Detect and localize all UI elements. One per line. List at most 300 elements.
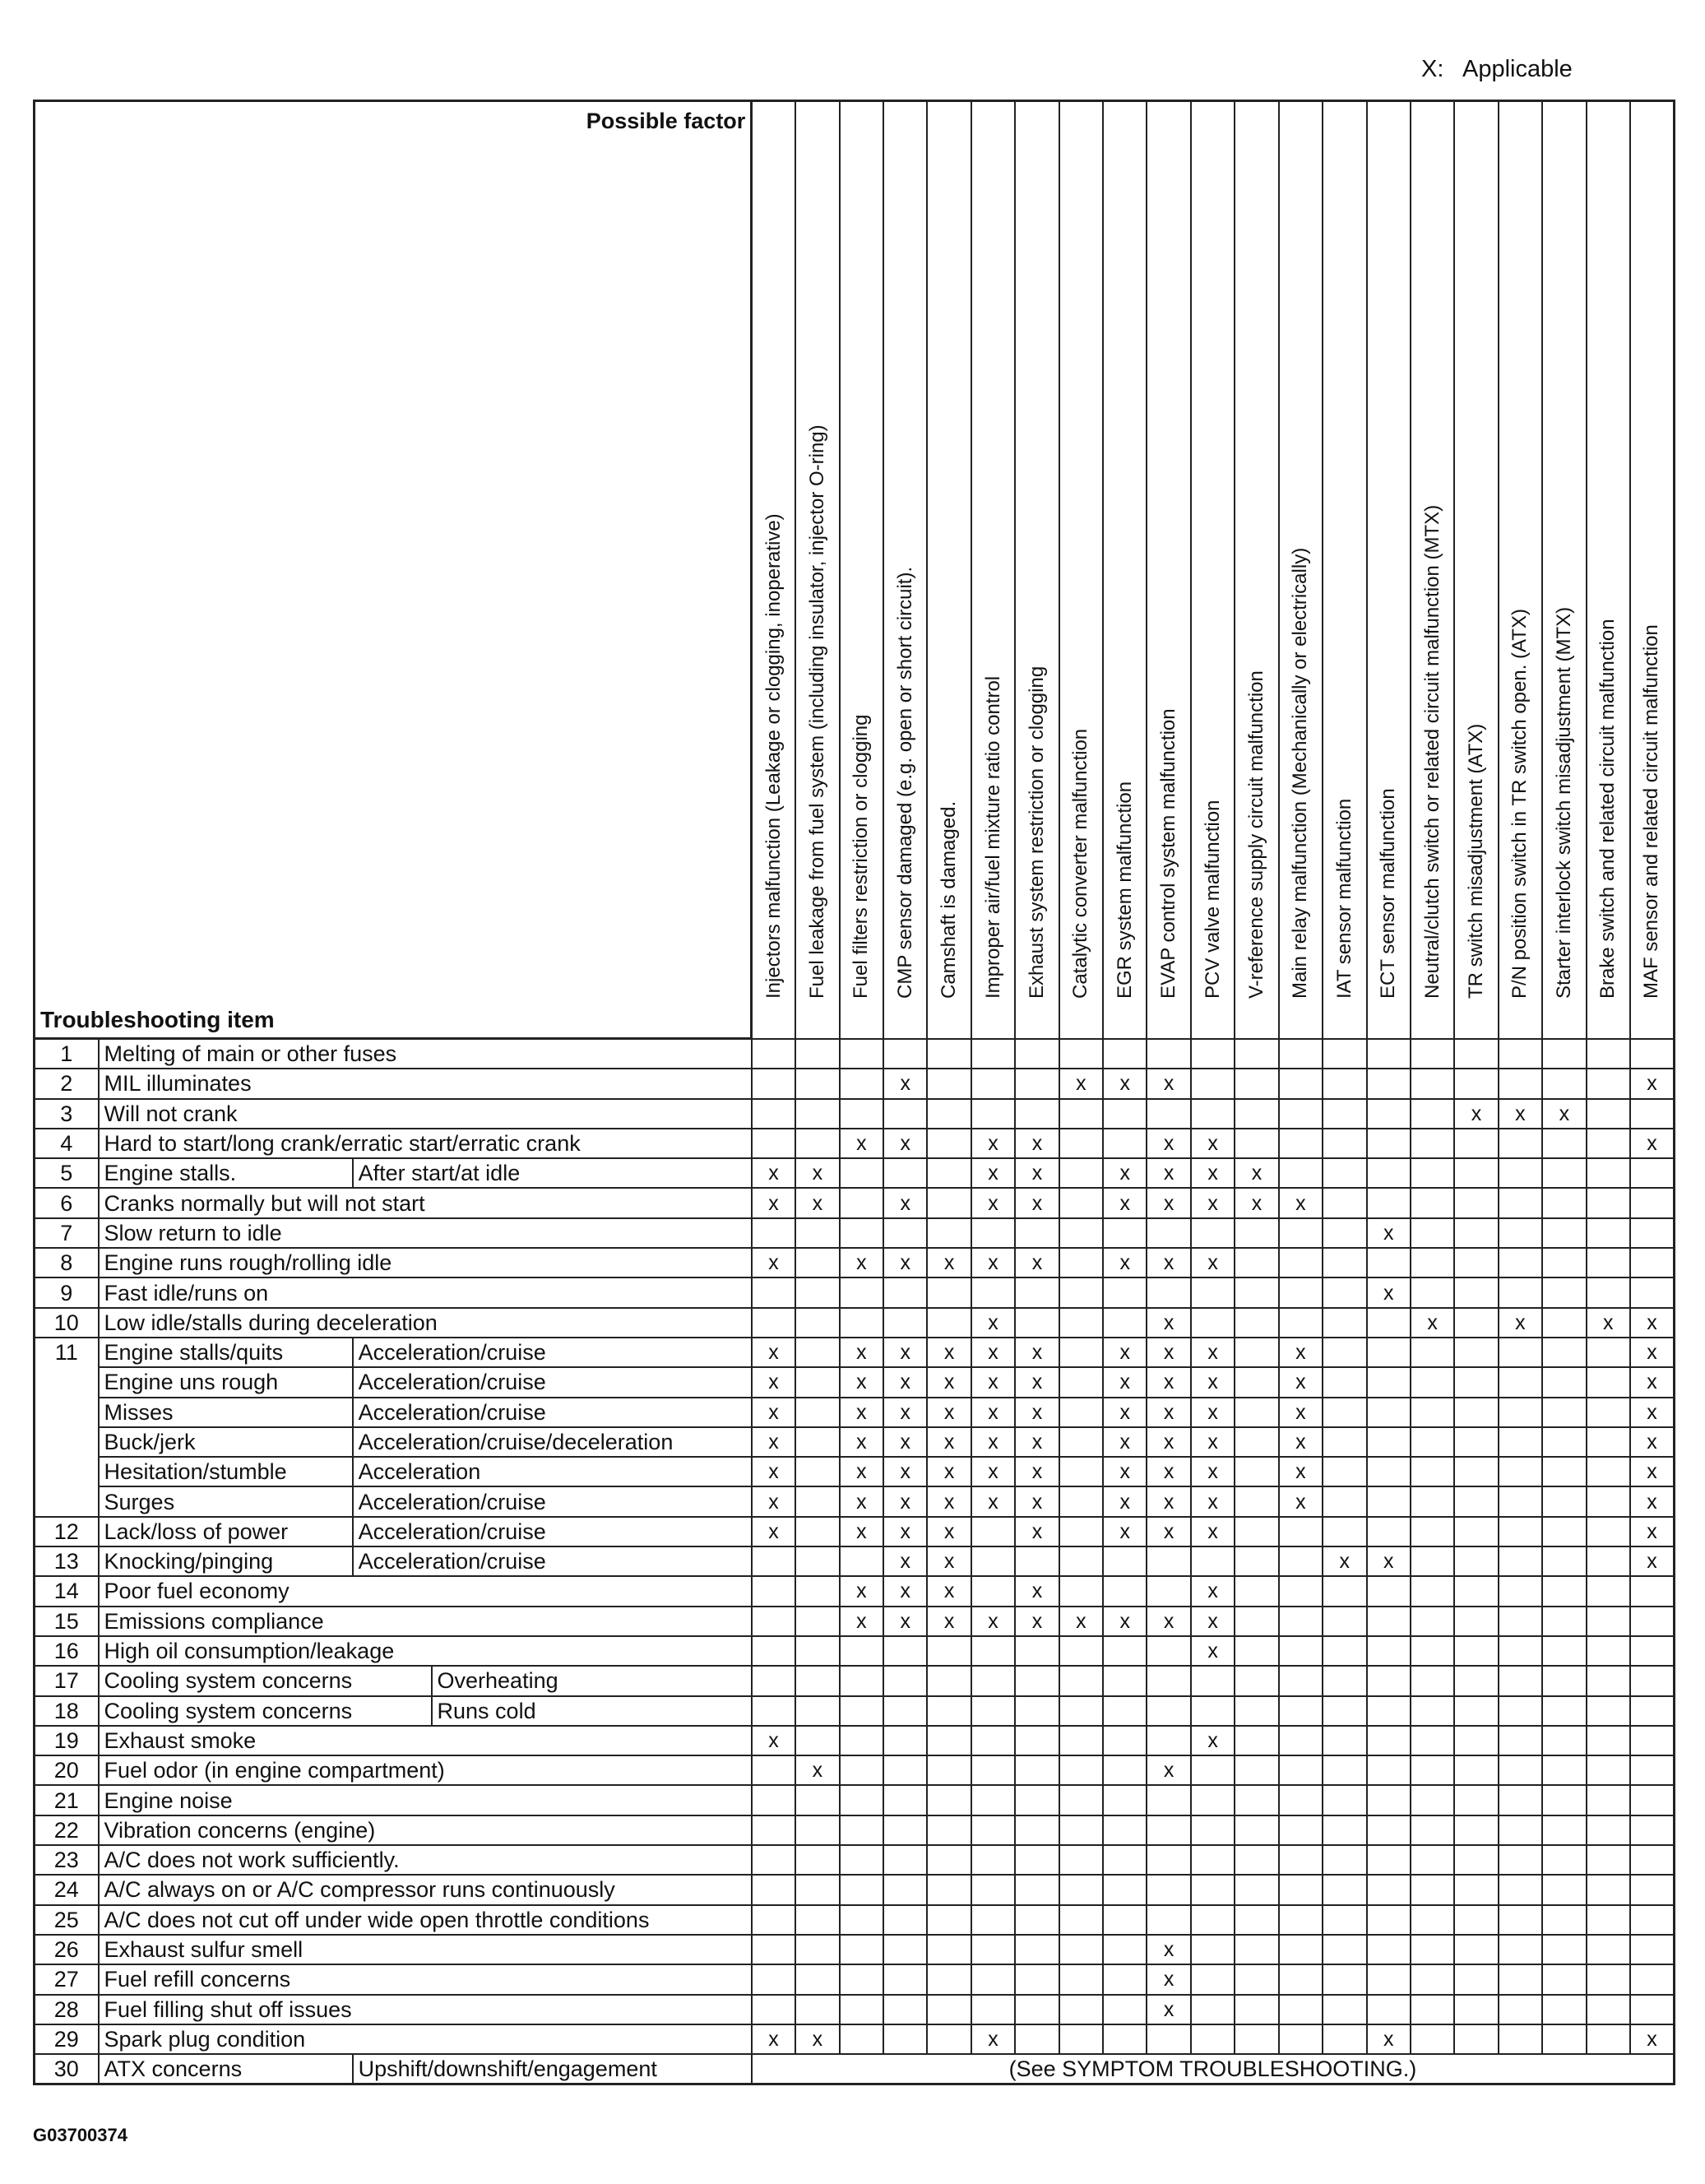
factor-cell xyxy=(883,1905,927,1935)
factor-cell xyxy=(1630,1875,1675,1904)
applicable-mark: x xyxy=(971,1367,1015,1397)
factor-cell xyxy=(752,1755,795,1785)
factor-cell xyxy=(1454,1308,1498,1338)
factor-cell xyxy=(1587,1457,1630,1486)
applicable-mark: x xyxy=(840,1486,883,1516)
factor-cell xyxy=(1411,1457,1454,1486)
factor-cell xyxy=(1191,1696,1235,1726)
factor-cell xyxy=(1499,1546,1542,1576)
factor-cell xyxy=(1367,1338,1411,1367)
factor-cell xyxy=(752,1995,795,2024)
factor-cell xyxy=(1542,1277,1586,1307)
factor-cell xyxy=(1191,1905,1235,1935)
factor-cell xyxy=(883,1726,927,1755)
factor-cell xyxy=(1587,1039,1630,1069)
factor-cell xyxy=(1235,1875,1278,1904)
factor-cell xyxy=(971,1039,1015,1069)
factor-cell xyxy=(927,1755,971,1785)
factor-cell xyxy=(1454,1546,1498,1576)
factor-header-11 xyxy=(1191,101,1235,1039)
troubleshooting-item: Engine stalls/quits xyxy=(99,1338,353,1367)
factor-cell xyxy=(1015,1964,1059,1994)
factor-cell xyxy=(795,1964,839,1994)
factor-cell xyxy=(1411,1964,1454,1994)
factor-cell xyxy=(1630,1636,1675,1666)
factor-cell xyxy=(1587,1785,1630,1815)
factor-cell xyxy=(1587,1277,1630,1307)
applicable-mark: x xyxy=(1191,1188,1235,1217)
applicable-mark: x xyxy=(927,1546,971,1576)
row-number: 17 xyxy=(35,1666,99,1695)
applicable-mark: x xyxy=(1630,1457,1675,1486)
factor-cell xyxy=(1630,1158,1675,1188)
factor-cell xyxy=(1411,1696,1454,1726)
factor-cell xyxy=(795,1338,839,1367)
factor-cell xyxy=(1367,1129,1411,1158)
applicable-mark: x xyxy=(1103,1457,1147,1486)
factor-cell xyxy=(840,2024,883,2054)
factor-cell xyxy=(971,1666,1015,1695)
applicable-mark: x xyxy=(883,1546,927,1576)
applicable-mark: x xyxy=(971,1607,1015,1636)
applicable-mark: x xyxy=(1191,1486,1235,1516)
factor-cell xyxy=(1323,1696,1366,1726)
applicable-mark: x xyxy=(1587,1308,1630,1338)
factor-cell xyxy=(795,1248,839,1277)
factor-header-5 xyxy=(927,101,971,1039)
factor-cell xyxy=(840,1995,883,2024)
factor-cell xyxy=(1542,1666,1586,1695)
factor-cell xyxy=(752,1607,795,1636)
factor-cell xyxy=(795,1995,839,2024)
factor-cell xyxy=(1235,1696,1278,1726)
factor-cell xyxy=(1367,1308,1411,1338)
factor-cell xyxy=(1630,1607,1675,1636)
factor-cell xyxy=(1147,1218,1190,1248)
factor-cell xyxy=(1147,1099,1190,1129)
factor-cell xyxy=(883,1755,927,1785)
factor-cell xyxy=(1587,1696,1630,1726)
factor-cell xyxy=(1191,1099,1235,1129)
factor-cell xyxy=(883,2024,927,2054)
factor-cell xyxy=(1235,1785,1278,1815)
factor-cell xyxy=(1323,1607,1366,1636)
factor-header-19 xyxy=(1542,101,1586,1039)
factor-cell xyxy=(1499,1935,1542,1964)
factor-header-10 xyxy=(1147,101,1190,1039)
table-row xyxy=(35,1546,1675,1576)
troubleshooting-item: Fuel refill concerns xyxy=(99,1964,752,1994)
factor-cell xyxy=(795,1367,839,1397)
factor-cell xyxy=(883,1636,927,1666)
factor-cell xyxy=(1587,2024,1630,2054)
factor-cell xyxy=(1059,1427,1103,1457)
factor-cell xyxy=(883,1815,927,1845)
row-number: 12 xyxy=(35,1517,99,1546)
factor-label: V-reference supply circuit malfunction xyxy=(1244,670,1267,999)
table-row xyxy=(35,2024,1675,2054)
applicable-mark: x xyxy=(883,1248,927,1277)
factor-cell xyxy=(1103,1218,1147,1248)
factor-cell xyxy=(795,1875,839,1904)
troubleshooting-item: Engine stalls. xyxy=(99,1158,353,1188)
applicable-mark: x xyxy=(1147,1755,1190,1785)
applicable-mark: x xyxy=(752,2024,795,2054)
applicable-mark: x xyxy=(1015,1398,1059,1427)
factor-cell xyxy=(1499,1607,1542,1636)
factor-cell xyxy=(840,1218,883,1248)
factor-cell xyxy=(1015,1785,1059,1815)
troubleshooting-item: MIL illuminates xyxy=(99,1069,752,1098)
factor-cell xyxy=(1630,1726,1675,1755)
factor-cell xyxy=(1499,1815,1542,1845)
table-row xyxy=(35,1218,1675,1248)
factor-cell xyxy=(752,1039,795,1069)
factor-cell xyxy=(1411,1218,1454,1248)
factor-cell xyxy=(1630,1935,1675,1964)
factor-cell xyxy=(1542,1607,1586,1636)
factor-cell xyxy=(1191,1546,1235,1576)
factor-cell xyxy=(1059,1845,1103,1875)
factor-cell xyxy=(1454,2024,1498,2054)
factor-cell xyxy=(1059,1218,1103,1248)
applicable-mark: x xyxy=(752,1367,795,1397)
factor-cell xyxy=(1103,1636,1147,1666)
troubleshooting-item: Fuel odor (in engine compartment) xyxy=(99,1755,752,1785)
factor-cell xyxy=(1542,1129,1586,1158)
factor-cell xyxy=(1191,1755,1235,1785)
factor-cell xyxy=(840,1039,883,1069)
applicable-mark: x xyxy=(1367,2024,1411,2054)
table-row xyxy=(35,1755,1675,1785)
factor-cell xyxy=(1015,1755,1059,1785)
factor-cell xyxy=(1191,1308,1235,1338)
factor-cell xyxy=(927,1188,971,1217)
factor-cell xyxy=(1059,1039,1103,1069)
applicable-mark: x xyxy=(1147,1995,1190,2024)
factor-header-3 xyxy=(840,101,883,1039)
table-row xyxy=(35,1875,1675,1904)
factor-cell xyxy=(1323,1218,1366,1248)
factor-cell xyxy=(1630,1248,1675,1277)
factor-cell xyxy=(1059,1129,1103,1158)
applicable-mark: x xyxy=(1279,1188,1323,1217)
factor-cell xyxy=(1059,1696,1103,1726)
applicable-mark: x xyxy=(1279,1486,1323,1516)
factor-cell xyxy=(1191,1964,1235,1994)
factor-cell xyxy=(1454,1755,1498,1785)
troubleshooting-item: Melting of main or other fuses xyxy=(99,1039,752,1069)
factor-cell xyxy=(1147,1576,1190,1606)
factor-cell xyxy=(927,1069,971,1098)
factor-cell xyxy=(1367,1666,1411,1695)
factor-cell xyxy=(1279,1039,1323,1069)
factor-cell xyxy=(1411,1935,1454,1964)
factor-label: Main relay malfunction (Mechanically or electrically) xyxy=(1289,547,1312,999)
troubleshooting-item: Engine uns rough xyxy=(99,1367,353,1397)
factor-cell xyxy=(1235,1218,1278,1248)
factor-cell xyxy=(1454,1607,1498,1636)
table-row xyxy=(35,1785,1675,1815)
applicable-mark: x xyxy=(1147,1367,1190,1397)
factor-cell xyxy=(1499,1964,1542,1994)
factor-cell xyxy=(840,1546,883,1576)
factor-cell xyxy=(1630,1995,1675,2024)
applicable-mark: x xyxy=(927,1398,971,1427)
applicable-mark: x xyxy=(1191,1338,1235,1367)
table-row xyxy=(35,1636,1675,1666)
factor-cell xyxy=(927,1845,971,1875)
header-corner xyxy=(35,101,752,1039)
factor-cell xyxy=(1103,1845,1147,1875)
applicable-mark: x xyxy=(1279,1398,1323,1427)
factor-cell xyxy=(1411,1486,1454,1516)
factor-cell xyxy=(1279,1517,1323,1546)
factor-cell xyxy=(1542,2024,1586,2054)
factor-cell xyxy=(1323,1964,1366,1994)
table-row xyxy=(35,1576,1675,1606)
factor-label: Exhaust system restriction or clogging xyxy=(1025,665,1048,999)
applicable-mark: x xyxy=(1367,1546,1411,1576)
factor-cell xyxy=(840,1666,883,1695)
factor-cell xyxy=(1235,1815,1278,1845)
factor-cell xyxy=(1630,1188,1675,1217)
factor-cell xyxy=(795,1069,839,1098)
applicable-mark: x xyxy=(795,1188,839,1217)
factor-cell xyxy=(1587,1607,1630,1636)
factor-cell xyxy=(1059,1785,1103,1815)
factor-header-17 xyxy=(1454,101,1498,1039)
factor-cell xyxy=(1323,1517,1366,1546)
factor-cell xyxy=(971,1546,1015,1576)
factor-cell xyxy=(1015,1636,1059,1666)
factor-cell xyxy=(1059,1277,1103,1307)
applicable-mark: x xyxy=(1147,1964,1190,1994)
factor-cell xyxy=(1542,1636,1586,1666)
applicable-mark: x xyxy=(1630,1517,1675,1546)
table-row xyxy=(35,1457,1675,1486)
factor-cell xyxy=(1499,1995,1542,2024)
applicable-mark: x xyxy=(1015,1338,1059,1367)
item-condition: Overheating xyxy=(437,1668,558,1694)
factor-cell xyxy=(1499,2024,1542,2054)
factor-cell xyxy=(1059,1486,1103,1516)
applicable-mark: x xyxy=(927,1607,971,1636)
factor-cell xyxy=(1367,1636,1411,1666)
item-condition: Upshift/downshift/engagement xyxy=(353,2054,752,2084)
table-row xyxy=(35,2054,1675,2084)
factor-label: EGR system malfunction xyxy=(1113,781,1136,999)
factor-cell xyxy=(1411,1607,1454,1636)
factor-cell xyxy=(971,1815,1015,1845)
troubleshooting-item: Hesitation/stumble xyxy=(99,1457,353,1486)
factor-cell xyxy=(1499,1696,1542,1726)
applicable-mark: x xyxy=(1147,1427,1190,1457)
applicable-mark: x xyxy=(1499,1308,1542,1338)
factor-cell xyxy=(752,1875,795,1904)
factor-cell xyxy=(1411,1158,1454,1188)
row-number: 25 xyxy=(35,1905,99,1935)
factor-cell xyxy=(1499,1039,1542,1069)
row-number: 30 xyxy=(35,2054,99,2084)
factor-cell xyxy=(1367,1964,1411,1994)
factor-cell xyxy=(1454,1486,1498,1516)
factor-cell xyxy=(1059,1158,1103,1188)
factor-cell xyxy=(1235,1964,1278,1994)
factor-cell xyxy=(1235,1935,1278,1964)
factor-cell xyxy=(840,1158,883,1188)
applicable-mark: x xyxy=(1147,1338,1190,1367)
row-number: 29 xyxy=(35,2024,99,2054)
factor-cell xyxy=(1147,1726,1190,1755)
factor-cell xyxy=(927,1785,971,1815)
factor-header-15 xyxy=(1367,101,1411,1039)
factor-cell xyxy=(1367,1576,1411,1606)
applicable-mark: x xyxy=(1015,1576,1059,1606)
factor-cell xyxy=(883,1935,927,1964)
factor-cell xyxy=(1235,1308,1278,1338)
applicable-mark: x xyxy=(840,1607,883,1636)
applicable-mark: x xyxy=(1015,1517,1059,1546)
factor-cell xyxy=(1015,1308,1059,1338)
factor-cell xyxy=(1279,1546,1323,1576)
factor-cell xyxy=(1542,1486,1586,1516)
troubleshooting-item-group xyxy=(99,1696,752,1726)
applicable-mark: x xyxy=(1191,1517,1235,1546)
factor-cell xyxy=(971,1696,1015,1726)
factor-cell xyxy=(1411,1666,1454,1695)
factor-label: Camshaft is damaged. xyxy=(938,800,961,999)
factor-cell xyxy=(1191,1815,1235,1845)
factor-cell xyxy=(1015,1845,1059,1875)
factor-cell xyxy=(927,1995,971,2024)
factor-cell xyxy=(1323,1726,1366,1755)
factor-cell xyxy=(1059,1964,1103,1994)
factor-cell xyxy=(927,1158,971,1188)
factor-cell xyxy=(1587,1726,1630,1755)
factor-cell xyxy=(1411,1785,1454,1815)
applicable-mark: x xyxy=(1235,1188,1278,1217)
factor-cell xyxy=(1542,1785,1586,1815)
factor-header-20 xyxy=(1587,101,1630,1039)
factor-cell xyxy=(840,1188,883,1217)
factor-cell xyxy=(1542,1546,1586,1576)
factor-cell xyxy=(1499,1367,1542,1397)
applicable-mark: x xyxy=(883,1607,927,1636)
factor-cell xyxy=(795,1218,839,1248)
factor-cell xyxy=(1499,1277,1542,1307)
applicable-mark: x xyxy=(1367,1277,1411,1307)
factor-cell xyxy=(752,1905,795,1935)
factor-cell xyxy=(1015,1277,1059,1307)
row-number: 15 xyxy=(35,1607,99,1636)
factor-cell xyxy=(1499,1666,1542,1695)
factor-cell xyxy=(1059,1576,1103,1606)
factor-cell xyxy=(1103,1039,1147,1069)
factor-cell xyxy=(1367,1905,1411,1935)
factor-cell xyxy=(1542,1218,1586,1248)
factor-cell xyxy=(1542,1726,1586,1755)
factor-header-6 xyxy=(971,101,1015,1039)
applicable-mark: x xyxy=(840,1338,883,1367)
factor-cell xyxy=(1103,1995,1147,2024)
factor-cell xyxy=(1323,1039,1366,1069)
factor-label: IAT sensor malfunction xyxy=(1332,798,1355,999)
factor-cell xyxy=(1103,1666,1147,1695)
factor-cell xyxy=(1015,1726,1059,1755)
table-row xyxy=(35,1338,1675,1367)
table-row xyxy=(35,1995,1675,2024)
factor-cell xyxy=(1323,1367,1366,1397)
row-number: 20 xyxy=(35,1755,99,1785)
item-condition: Acceleration/cruise xyxy=(353,1486,752,1516)
factor-cell xyxy=(752,1069,795,1098)
factor-cell xyxy=(927,2024,971,2054)
factor-cell xyxy=(1015,1039,1059,1069)
factor-cell xyxy=(1454,1845,1498,1875)
factor-cell xyxy=(1235,1069,1278,1098)
factor-cell xyxy=(1059,1935,1103,1964)
applicable-mark: x xyxy=(1103,1338,1147,1367)
factor-cell xyxy=(1147,1696,1190,1726)
applicable-mark: x xyxy=(752,1517,795,1546)
row-number: 4 xyxy=(35,1129,99,1158)
factor-cell xyxy=(1499,1755,1542,1785)
factor-cell xyxy=(1542,1308,1586,1338)
factor-cell xyxy=(1191,1785,1235,1815)
applicable-mark: x xyxy=(752,1486,795,1516)
factor-cell xyxy=(1323,1576,1366,1606)
factor-cell xyxy=(1630,1785,1675,1815)
factor-cell xyxy=(1542,1338,1586,1367)
applicable-mark: x xyxy=(971,1398,1015,1427)
item-condition: Acceleration/cruise xyxy=(353,1398,752,1427)
factor-cell xyxy=(1587,1248,1630,1277)
table-row xyxy=(35,1726,1675,1755)
factor-cell xyxy=(1279,1218,1323,1248)
factor-cell xyxy=(1499,1905,1542,1935)
applicable-mark: x xyxy=(752,1457,795,1486)
applicable-mark: x xyxy=(1059,1607,1103,1636)
applicable-mark: x xyxy=(1630,1069,1675,1098)
factor-label: Injectors malfunction (Leakage or clogging, inoperative) xyxy=(762,512,785,999)
factor-header-21 xyxy=(1630,101,1675,1039)
applicable-mark: x xyxy=(1411,1308,1454,1338)
factor-cell xyxy=(1587,1517,1630,1546)
applicable-mark: x xyxy=(927,1517,971,1546)
applicable-mark: x xyxy=(1630,1129,1675,1158)
factor-cell xyxy=(1454,1158,1498,1188)
factor-cell xyxy=(1191,1666,1235,1695)
row-number: 2 xyxy=(35,1069,99,1098)
factor-cell xyxy=(1059,1815,1103,1845)
factor-cell xyxy=(1059,1188,1103,1217)
item-condition: Acceleration/cruise xyxy=(353,1517,752,1546)
row-number: 5 xyxy=(35,1158,99,1188)
applicable-mark: x xyxy=(1015,1129,1059,1158)
factor-cell xyxy=(1323,1427,1366,1457)
factor-cell xyxy=(1015,1935,1059,1964)
factor-cell xyxy=(1630,1099,1675,1129)
troubleshooting-item: A/C does not cut off under wide open throttle conditions xyxy=(99,1905,752,1935)
applicable-mark: x xyxy=(1630,1546,1675,1576)
row-number: 6 xyxy=(35,1188,99,1217)
factor-cell xyxy=(1454,1964,1498,1994)
applicable-mark: x xyxy=(883,1576,927,1606)
row-number: 28 xyxy=(35,1995,99,2024)
row-number: 27 xyxy=(35,1964,99,1994)
applicable-mark: x xyxy=(795,1755,839,1785)
